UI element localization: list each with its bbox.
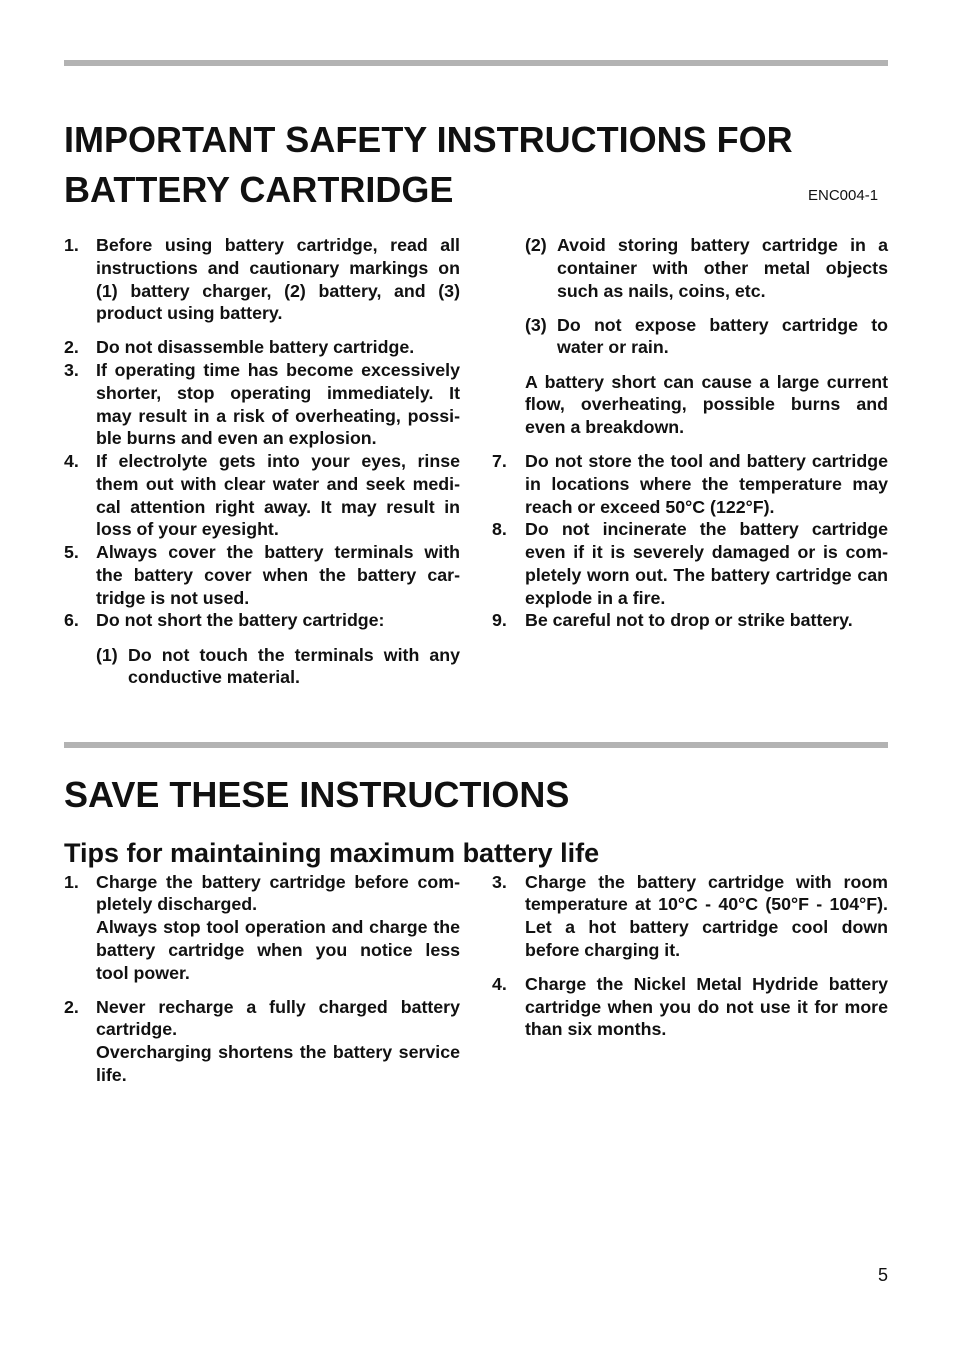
- safety-column-left: [64, 234, 460, 689]
- item-text-line: Charge the Nickel Metal Hydride battery: [525, 973, 888, 994]
- item-text-line: pletely discharged.: [96, 894, 258, 915]
- item-number: 7.: [492, 451, 507, 472]
- tip-item-3: [492, 871, 888, 962]
- subitem-number: (1): [96, 644, 118, 665]
- item-number: 2.: [64, 996, 79, 1017]
- item-text-line: Charge the battery cartridge with room: [525, 871, 888, 892]
- subitem-text-line: conductive material.: [128, 667, 300, 688]
- item-text-line: loss of your eyesight.: [96, 519, 279, 540]
- item-text-line: life.: [96, 1064, 127, 1085]
- item-text-line: battery cartridge when you notice less: [96, 939, 460, 960]
- item-text-line: If electrolyte gets into your eyes, rinse: [96, 451, 460, 472]
- tips-column-left: [64, 871, 460, 1087]
- tip-item-4: [492, 973, 888, 1041]
- page-number: 5: [877, 1265, 888, 1285]
- item-text-line: Do not short the battery cartridge:: [96, 610, 385, 631]
- item-number: 4.: [64, 451, 79, 472]
- note-text-line: flow, overheating, possible burns and: [525, 394, 888, 415]
- item-number: 8.: [492, 519, 507, 540]
- top-divider-rule: [64, 60, 888, 66]
- item-text-line: tool power.: [96, 962, 190, 983]
- item-text-line: pletely worn out. The battery cartridge can: [525, 564, 888, 585]
- item-number: 5.: [64, 542, 79, 563]
- tip-item-1: [64, 871, 460, 985]
- item-text-line: temperature at 10°C - 40°C (50°F - 104°F).: [525, 894, 888, 915]
- item-text-line: cal attention right away. It may result in: [96, 496, 460, 517]
- item-text-line: instructions and cautionary markings on: [96, 257, 460, 278]
- item-text-line: reach or exceed 50°C (122°F).: [525, 496, 775, 517]
- safety-item-2: [64, 336, 460, 359]
- item-text-line: the battery cover when the battery car-: [96, 564, 460, 585]
- item-text-line: them out with clear water and seek medi-: [96, 473, 460, 494]
- page-title: [64, 115, 793, 215]
- subitem-text-line: Do not expose battery cartridge to: [557, 314, 888, 335]
- safety-short-circuit-note: [492, 371, 888, 439]
- subitem-text-line: container with other metal objects: [557, 257, 888, 278]
- item-text-line: Be careful not to drop or strike battery.: [525, 610, 853, 631]
- safety-subitem-1: [64, 644, 460, 690]
- item-text-line: If operating time has become excessively: [96, 360, 460, 381]
- item-text-line: (1) battery charger, (2) battery, and (3): [96, 280, 460, 301]
- safety-column-right: [492, 234, 888, 632]
- item-text-line: shorter, stop operating immediately. It: [96, 382, 460, 403]
- item-text-line: Always cover the battery terminals with: [96, 542, 460, 563]
- item-text-line: Before using battery cartridge, read all: [96, 235, 460, 255]
- page-title-line-1: IMPORTANT SAFETY INSTRUCTIONS FOR: [64, 119, 793, 160]
- item-number: 2.: [64, 337, 79, 358]
- subitem-number: (2): [525, 235, 547, 255]
- item-text-line: Let a hot battery cartridge cool down: [525, 917, 888, 938]
- safety-item-5: [64, 541, 460, 609]
- subitem-text-line: Avoid storing battery cartridge in a: [557, 235, 888, 255]
- item-text-line: explode in a fire.: [525, 587, 666, 608]
- item-text-line: Always stop tool operation and charge the: [96, 917, 460, 938]
- item-number: 3.: [492, 871, 507, 892]
- safety-item-9: [492, 609, 888, 632]
- item-text-line: in locations where the temperature may: [525, 473, 888, 494]
- safety-item-3: [64, 359, 460, 450]
- item-text-line: product using battery.: [96, 303, 283, 324]
- document-code: ENC004-1: [808, 187, 879, 204]
- item-number: 6.: [64, 610, 79, 631]
- item-number: 4.: [492, 973, 507, 994]
- item-number: 9.: [492, 610, 507, 631]
- safety-item-8: [492, 518, 888, 609]
- safety-subitem-3: [492, 314, 888, 360]
- item-text-line: Do not incinerate the battery cartridge: [525, 519, 888, 540]
- item-text-line: than six months.: [525, 1019, 667, 1040]
- tip-item-2: [64, 996, 460, 1087]
- note-text-line: A battery short can cause a large current: [525, 371, 888, 392]
- note-text-line: even a breakdown.: [525, 417, 685, 438]
- item-text-line: Never recharge a fully charged battery: [96, 996, 460, 1017]
- item-text-line: Do not disassemble battery cartridge.: [96, 337, 415, 358]
- item-text-line: even if it is severely damaged or is com-: [525, 542, 888, 563]
- tips-heading: Tips for maintaining maximum battery life: [64, 838, 600, 868]
- item-number: 1.: [64, 871, 79, 892]
- page-title-line-2: BATTERY CARTRIDGE: [64, 169, 454, 210]
- item-text-line: cartridge when you do not use it for more: [525, 996, 888, 1017]
- save-instructions-heading: SAVE THESE INSTRUCTIONS: [64, 774, 570, 815]
- safety-item-7: [492, 450, 888, 518]
- safety-item-1: [64, 234, 460, 325]
- tips-column-right: [492, 871, 888, 1042]
- subitem-text-line: Do not touch the terminals with any: [128, 644, 460, 665]
- item-number: 1.: [64, 235, 79, 255]
- item-text-line: ble burns and even an explosion.: [96, 428, 377, 449]
- item-text-line: Do not store the tool and battery cartridge: [525, 451, 888, 472]
- subitem-number: (3): [525, 314, 547, 335]
- safety-item-4: [64, 450, 460, 541]
- subitem-text-line: such as nails, coins, etc.: [557, 280, 766, 301]
- safety-subitem-2: [492, 234, 888, 302]
- subitem-text-line: water or rain.: [557, 337, 669, 358]
- item-text-line: Charge the battery cartridge before com-: [96, 871, 460, 892]
- item-text-line: Overcharging shortens the battery service: [96, 1042, 460, 1063]
- safety-item-6: [64, 609, 460, 632]
- item-text-line: may result in a risk of overheating, possi-: [96, 405, 460, 426]
- section-divider-rule: [64, 742, 888, 748]
- item-text-line: cartridge.: [96, 1019, 178, 1040]
- item-text-line: before charging it.: [525, 939, 681, 960]
- item-text-line: tridge is not used.: [96, 587, 250, 608]
- item-number: 3.: [64, 360, 79, 381]
